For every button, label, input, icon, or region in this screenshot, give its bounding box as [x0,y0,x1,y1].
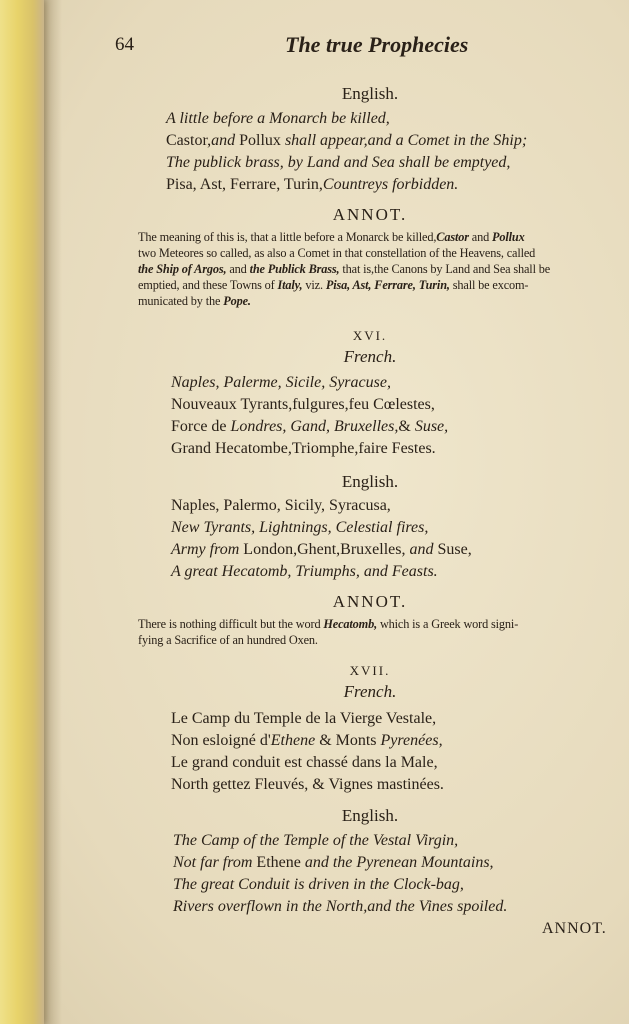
verse-text: Suse, [437,541,472,558]
annot-text: Castor [436,230,469,244]
verse-line [166,108,527,130]
annot-text: The meaning of this is, that a little before a Monarck be killed, [138,230,437,244]
verse-text: & Monts [319,732,381,749]
annot-text: There is nothing difficult but the word [138,617,324,631]
verse-text: The Camp of the Temple of the Vestal Virgin, [173,832,459,849]
verse-line [171,438,448,460]
verse-text: The publick brass, by Land and Sea shall be emptyed, [166,154,511,171]
page-header [115,34,535,62]
section3-english-heading: English. [341,806,399,825]
section2-english-verse [171,495,472,583]
section1-annot-heading: ANNOT. [332,205,408,224]
annot-text: the Publick Brass, [249,262,340,276]
annot-text: Pope. [223,294,251,308]
verse-text: Non esloigné d' [171,732,271,749]
verse-text: and [211,132,240,149]
verse-text: shall appear,and a Comet in the Ship; [284,132,528,149]
verse-line [173,896,507,918]
verse-text: Suse, [414,418,449,435]
verse-text: Castor, [166,132,212,149]
page-gutter-shadow [44,0,62,1024]
verse-text: Force de [171,418,231,435]
section3-french-heading: French. [343,682,397,701]
annot-text: fying a Sacrifice of an hundred Oxen. [138,633,318,647]
verse-text: Nouveaux Tyrants,fulgures,feu Cœlestes, [171,396,435,413]
verse-text: The great Conduit is driven in the Clock-bag, [173,876,464,893]
section2-french-heading: French. [343,347,397,366]
verse-line [173,852,507,874]
section3-english-verse [173,830,507,918]
verse-text: North gettez Fleuvés, & Vignes mastinées. [171,776,444,793]
verse-text: Ethene [256,854,305,871]
annot-text: two Meteores so called, as also a Comet in that constellation of the Heavens, called [138,246,536,260]
verse-line [171,517,472,539]
verse-text: Le Camp du Temple de la Vierge Vestale, [171,710,437,727]
annot-text: municated by the [138,294,224,308]
annot-text: Italy, [277,278,303,292]
annot-text: Pisa, Ast, Ferrare, Turin, [325,278,450,292]
annot-line [138,616,618,632]
verse-text: Ethene [270,732,320,749]
section3-french-verse [171,708,444,796]
verse-text: New Tyrants, Lightnings, Celestial fires, [171,519,429,536]
section1-english-verse [166,108,527,196]
verse-text: Pisa, Ast, Ferrare, Turin, [166,176,323,193]
annot-text: and [226,262,250,276]
annot-text: Pollux [492,230,525,244]
verse-line [171,730,444,752]
verse-line [171,394,448,416]
verse-line [173,874,507,896]
verse-line [166,130,527,152]
verse-line [171,372,448,394]
verse-line [171,752,444,774]
verse-text: Pyrenées, [380,732,443,749]
section3-numeral: XVII. [349,663,391,678]
verse-line [171,539,472,561]
section1-annot-text [138,229,618,309]
annot-text: Hecatomb, [323,617,378,631]
verse-text: Army from [171,541,244,558]
verse-text: A little before a Monarch be killed, [166,110,390,127]
verse-line [171,416,448,438]
verse-text: Rivers overflown in the North,and the Vines spoiled. [173,898,508,915]
annot-text: and [468,230,493,244]
verse-line [166,152,527,174]
section2-french-verse [171,372,448,460]
verse-text: Countreys forbidden. [322,176,459,193]
catchword: ANNOT. [542,920,607,937]
verse-line [171,708,444,730]
verse-line [173,830,507,852]
verse-text: Grand Hecatombe,Triomphe,faire Festes. [171,440,436,457]
annot-text: emptied, and these Towns of [138,278,278,292]
verse-text: London,Ghent,Bruxelles, [243,541,410,558]
verse-line [171,495,472,517]
section1-english-heading: English. [341,84,399,103]
page-edge [0,0,44,1024]
verse-text: Naples, Palermo, Sicily, Syracusa, [171,497,391,514]
verse-text: and [409,541,438,558]
verse-text: & [398,418,415,435]
annot-text: which is a Greek word signi- [377,617,519,631]
page-number: 64 [115,34,134,55]
annot-text: the Ship of Argos, [138,262,227,276]
annot-line [138,277,618,293]
section2-english-heading: English. [341,472,399,491]
running-title: The true Prophecies [285,32,469,57]
verse-line [166,174,527,196]
verse-text: Naples, Palerme, Sicile, Syracuse, [171,374,391,391]
section2-numeral: XVI. [352,328,388,343]
section2-annot-text [138,616,618,648]
verse-text: Le grand conduit est chassé dans la Male, [171,754,438,771]
annot-text: that is,the Canons by Land and Sea shall be [339,262,551,276]
verse-text: Londres, Gand, Bruxelles, [230,418,399,435]
annot-line [138,261,618,277]
verse-text: A great Hecatomb, Triumphs, and Feasts. [171,563,438,580]
annot-line [138,293,618,309]
annot-line [138,229,618,245]
verse-text: Not far from [173,854,257,871]
annot-line [138,632,618,648]
verse-line [171,561,472,583]
verse-text: and the Pyrenean Mountains, [304,854,494,871]
annot-line [138,245,618,261]
verse-text: Pollux [239,132,285,149]
annot-text: viz. [302,278,326,292]
section2-annot-heading: ANNOT. [332,592,408,611]
verse-line [171,774,444,796]
annot-text: shall be excom- [449,278,529,292]
